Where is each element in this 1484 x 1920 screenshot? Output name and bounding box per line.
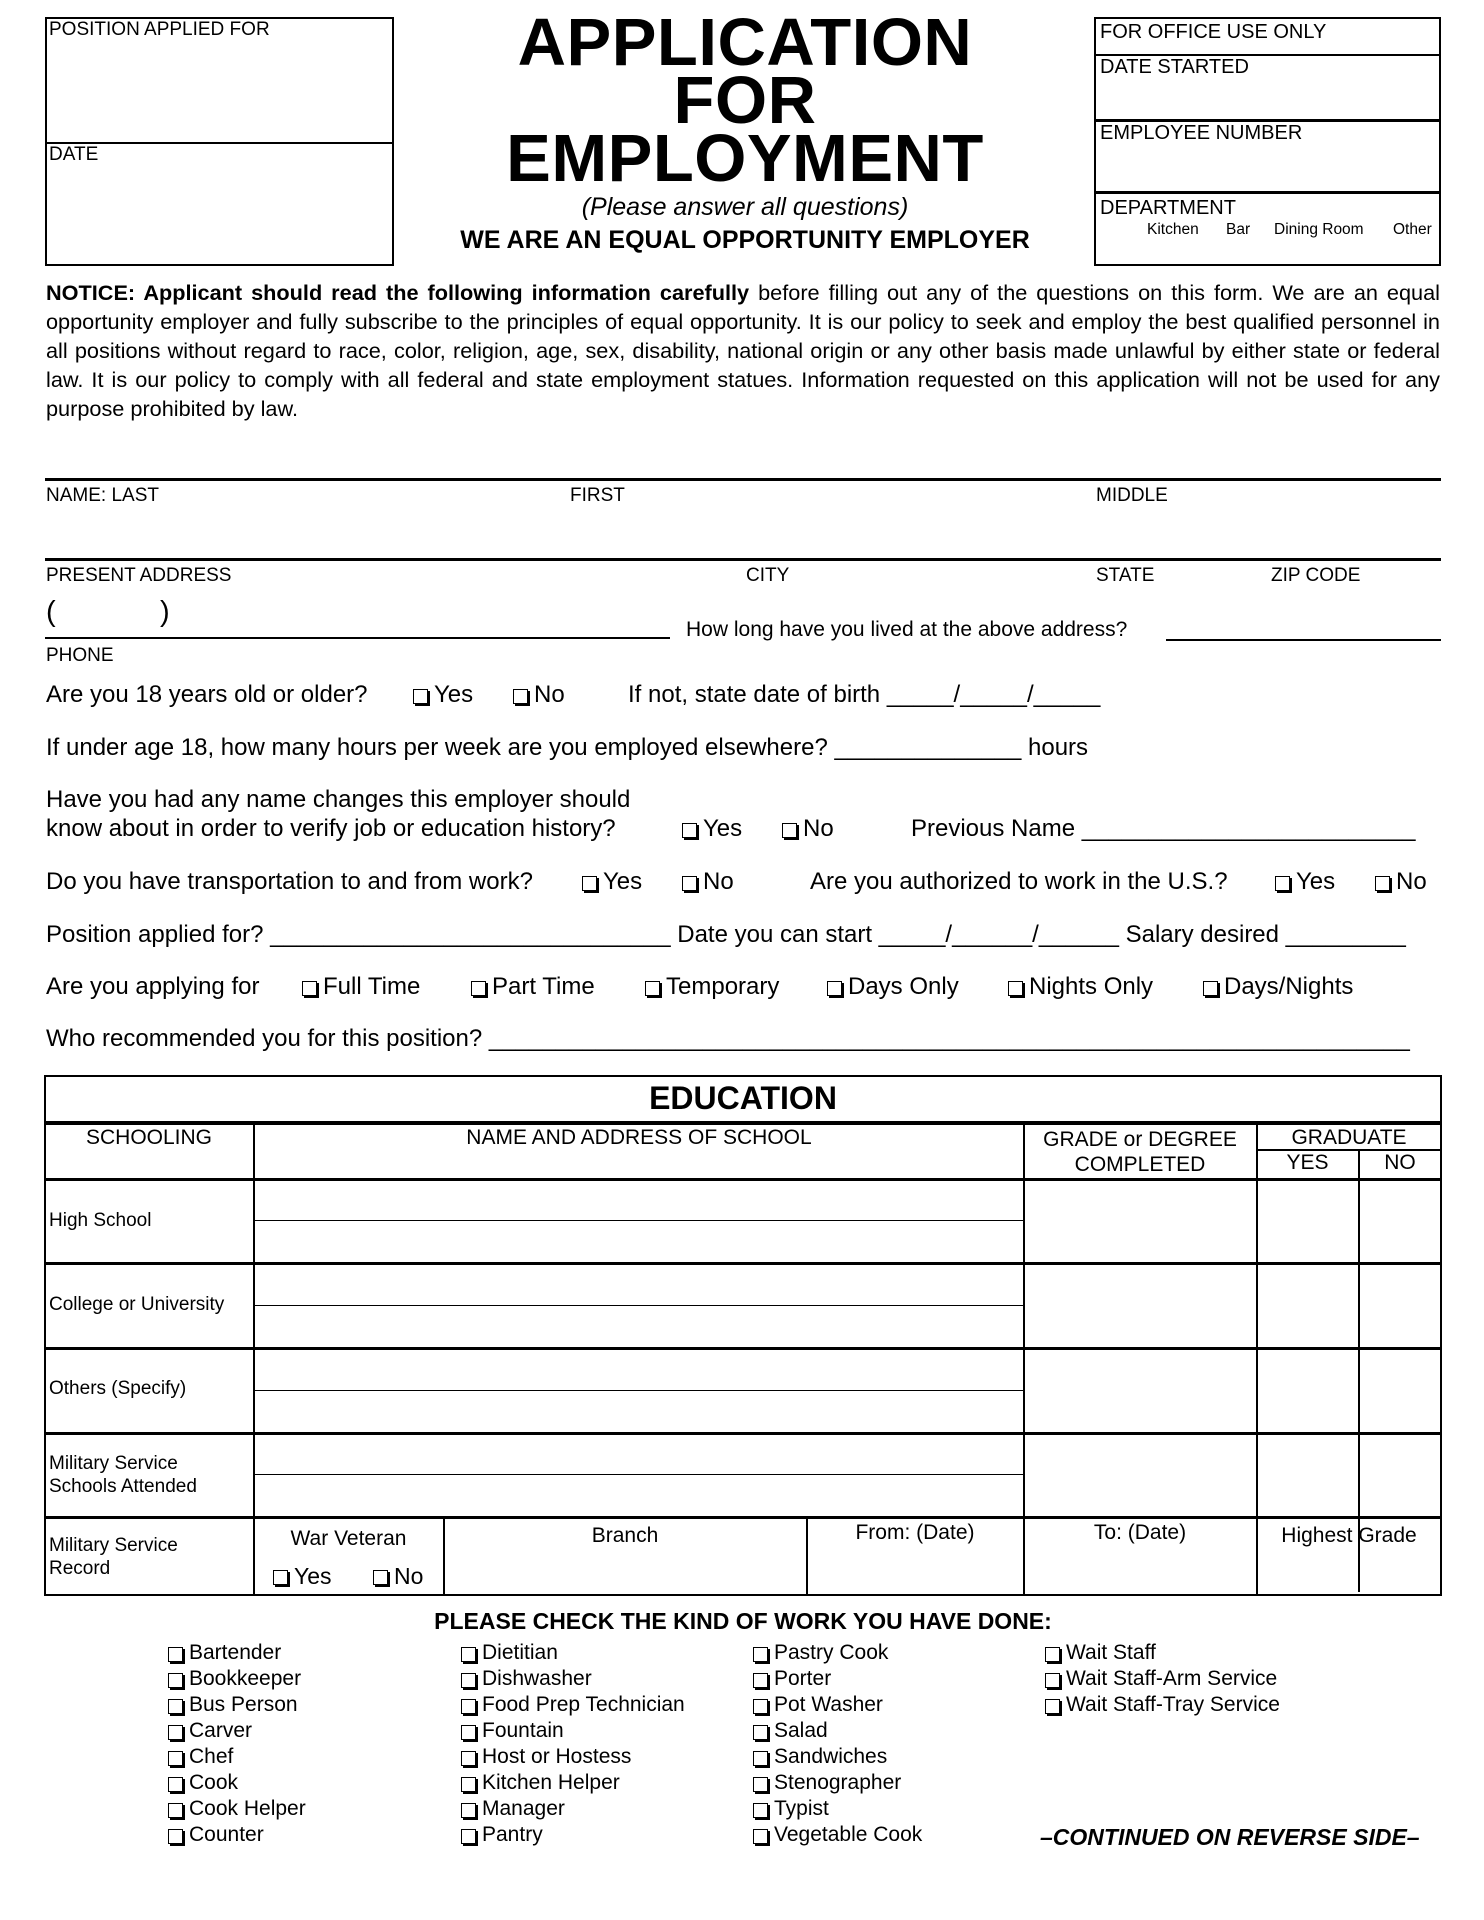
dept-dining-room[interactable]: Dining Room (1274, 221, 1364, 238)
work-option[interactable] (168, 1822, 306, 1848)
applying-days-nights[interactable] (1203, 973, 1353, 1001)
work-option[interactable] (461, 1770, 685, 1796)
dob-field[interactable]: If not, state date of birth _____/_____/_____ (628, 681, 1101, 708)
work-option-checkbox[interactable] (168, 1725, 183, 1740)
work-option-label: Manager (482, 1797, 565, 1820)
name-change-yes[interactable] (682, 815, 742, 843)
work-option-checkbox[interactable] (753, 1803, 768, 1818)
work-option[interactable] (461, 1666, 685, 1692)
work-option-checkbox[interactable] (753, 1699, 768, 1714)
work-option-checkbox[interactable] (753, 1829, 768, 1844)
work-option-checkbox[interactable] (753, 1673, 768, 1688)
authorized-yes-label: Yes (1296, 868, 1336, 895)
state-label: STATE (1096, 565, 1155, 586)
dept-other[interactable]: Other (1393, 221, 1432, 238)
applying-full-time[interactable] (302, 973, 420, 1001)
work-option-label: Stenographer (774, 1771, 902, 1794)
continued-note: –CONTINUED ON REVERSE SIDE– (1040, 1824, 1420, 1850)
temporary-checkbox[interactable] (645, 981, 660, 996)
work-option[interactable] (753, 1718, 922, 1744)
work-option[interactable] (753, 1640, 922, 1666)
phone-paren-close: ) (160, 596, 170, 628)
work-option-label: Counter (189, 1823, 264, 1846)
authorized-question: Are you authorized to work in the U.S.? (810, 868, 1228, 895)
transport-no-checkbox[interactable] (682, 876, 697, 891)
war-veteran-no-label: No (394, 1563, 424, 1589)
war-veteran-yes-label: Yes (294, 1563, 332, 1589)
address-line (45, 558, 1441, 561)
nights-only-checkbox[interactable] (1008, 981, 1023, 996)
work-option-checkbox[interactable] (461, 1647, 476, 1662)
zip-label: ZIP CODE (1271, 565, 1361, 586)
work-option-label: Bartender (189, 1641, 282, 1664)
age-yes-checkbox[interactable] (413, 689, 428, 704)
work-option-label: Food Prep Technician (482, 1693, 685, 1716)
row-high-school: High School (49, 1210, 152, 1231)
work-option[interactable] (461, 1692, 685, 1718)
date-label: DATE (49, 144, 99, 165)
work-option[interactable] (753, 1744, 922, 1770)
name-line (45, 478, 1441, 481)
row-military-schools: Military Service Schools Attended (49, 1453, 197, 1497)
title-line-3: EMPLOYMENT (506, 121, 984, 196)
name-change-no-label: No (803, 815, 834, 842)
name-change-line1: Have you had any name changes this employer should (46, 786, 631, 813)
work-option-checkbox[interactable] (1045, 1673, 1060, 1688)
work-option[interactable] (168, 1770, 306, 1796)
previous-name-field[interactable]: Previous Name _________________________ (911, 815, 1416, 842)
name-input[interactable] (45, 510, 1441, 555)
applying-for-label: Are you applying for (46, 973, 260, 1000)
age-yes-label: Yes (434, 681, 474, 708)
work-option-checkbox[interactable] (461, 1829, 476, 1844)
applying-nights-only[interactable] (1008, 973, 1153, 1001)
row-others: Others (Specify) (49, 1378, 187, 1399)
others-name-input[interactable] (256, 1350, 1022, 1430)
work-option-label: Cook Helper (189, 1797, 306, 1820)
col-yes: YES (1286, 1151, 1329, 1174)
date-field[interactable] (49, 168, 389, 262)
work-option[interactable] (168, 1744, 306, 1770)
days-only-checkbox[interactable] (827, 981, 842, 996)
work-option[interactable] (753, 1692, 922, 1718)
work-option[interactable] (461, 1640, 685, 1666)
age-no-label: No (534, 681, 565, 708)
education-heading: EDUCATION (649, 1080, 837, 1116)
war-veteran-yes[interactable] (273, 1563, 332, 1590)
applying-part-time[interactable] (471, 973, 595, 1001)
full-time-label: Full Time (323, 973, 421, 1000)
name-change-no[interactable] (782, 815, 834, 843)
age-question (46, 681, 368, 709)
col-grade-line2: COMPLETED (1074, 1153, 1206, 1176)
work-option-checkbox[interactable] (461, 1777, 476, 1792)
work-option[interactable] (168, 1692, 306, 1718)
age-no[interactable] (513, 681, 565, 709)
work-option[interactable] (461, 1744, 685, 1770)
name-first-label: FIRST (570, 485, 625, 506)
war-veteran-no[interactable] (373, 1563, 423, 1590)
transport-yes-checkbox[interactable] (582, 876, 597, 891)
work-option-checkbox[interactable] (461, 1751, 476, 1766)
work-column-3 (753, 1640, 922, 1848)
work-option-checkbox[interactable] (168, 1829, 183, 1844)
name-change-line2: know about in order to verify job or education history? (46, 815, 616, 842)
work-option-checkbox[interactable] (461, 1725, 476, 1740)
col-schooling: SCHOOLING (85, 1126, 213, 1149)
temporary-label: Temporary (666, 973, 780, 1000)
full-time-checkbox[interactable] (302, 981, 317, 996)
name-change-no-checkbox[interactable] (782, 823, 797, 838)
work-option-label: Vegetable Cook (774, 1823, 923, 1846)
to-date-label: To: (Date) (1093, 1521, 1187, 1544)
work-option[interactable] (753, 1822, 922, 1848)
military-schools-input[interactable] (256, 1435, 1022, 1515)
name-change-yes-label: Yes (703, 815, 743, 842)
work-option[interactable] (461, 1796, 685, 1822)
work-option-checkbox[interactable] (461, 1803, 476, 1818)
work-option[interactable] (461, 1822, 685, 1848)
row-college: College or University (49, 1294, 225, 1315)
transport-no[interactable] (682, 868, 734, 896)
transport-yes-label: Yes (603, 868, 643, 895)
work-option[interactable] (168, 1666, 306, 1692)
work-option-checkbox[interactable] (461, 1699, 476, 1714)
work-option-checkbox[interactable] (168, 1803, 183, 1818)
work-option[interactable] (168, 1796, 306, 1822)
recommended-field[interactable]: Who recommended you for this position? _____________________________________________________________________ (46, 1025, 1410, 1052)
work-option-label: Typist (774, 1797, 829, 1820)
work-option-checkbox[interactable] (1045, 1647, 1060, 1662)
age-no-checkbox[interactable] (513, 689, 528, 704)
work-option-label: Salad (774, 1719, 828, 1742)
address-label: PRESENT ADDRESS (46, 565, 232, 586)
name-last-label: NAME: LAST (46, 485, 159, 506)
title-line-1: APPLICATION (517, 5, 973, 80)
office-use-heading: FOR OFFICE USE ONLY (1100, 21, 1327, 43)
work-option-checkbox[interactable] (168, 1699, 183, 1714)
dept-kitchen[interactable]: Kitchen (1147, 221, 1199, 238)
authorized-no[interactable] (1375, 868, 1427, 896)
work-heading: PLEASE CHECK THE KIND OF WORK YOU HAVE DONE: (434, 1608, 1052, 1634)
work-option-label: Pot Washer (774, 1693, 883, 1716)
work-option-checkbox[interactable] (753, 1777, 768, 1792)
work-option-checkbox[interactable] (461, 1673, 476, 1688)
days-nights-label: Days/Nights (1224, 973, 1354, 1000)
work-option-label: Wait Staff (1066, 1641, 1156, 1664)
work-option[interactable] (168, 1640, 306, 1666)
part-time-checkbox[interactable] (471, 981, 486, 996)
work-option-label: Porter (774, 1667, 832, 1690)
notice-text: before filling out any of the questions on this form. We are an equal opportunity employer and fully subscribe to the principles of equal opportunity. It is our policy to seek and employ the best qualified personnel in all positions without regard to race, color, religion, age, sex, disability, national origin or any other basis made unlawful by either state or federal law. It is our policy to comply with all federal and state employment statues. Information requested on this application will not be used for any purpose prohibited by law. (46, 280, 1440, 421)
eeo-statement: WE ARE AN EQUAL OPPORTUNITY EMPLOYER (460, 226, 1030, 254)
transport-yes[interactable] (582, 868, 642, 896)
age-question-text: Are you 18 years old or older? (46, 681, 368, 708)
work-option-checkbox[interactable] (753, 1725, 768, 1740)
col-grade-line1: GRADE or DEGREE (1043, 1128, 1237, 1151)
work-column-2 (461, 1640, 685, 1848)
work-option-label: Kitchen Helper (482, 1771, 620, 1794)
applying-temporary[interactable] (645, 973, 779, 1001)
high-school-name-input[interactable] (256, 1181, 1022, 1261)
work-option-label: Bus Person (189, 1693, 298, 1716)
notice-paragraph (46, 278, 1440, 423)
dept-bar[interactable]: Bar (1226, 221, 1251, 238)
subtitle: (Please answer all questions) (581, 193, 909, 221)
authorized-yes-checkbox[interactable] (1275, 876, 1290, 891)
how-long-line[interactable] (1166, 639, 1441, 641)
position-applied-field[interactable] (49, 44, 389, 136)
work-option[interactable] (753, 1796, 922, 1822)
work-option-label: Fountain (482, 1719, 564, 1742)
work-option-checkbox[interactable] (168, 1777, 183, 1792)
department-label: DEPARTMENT (1100, 197, 1236, 219)
work-option[interactable] (1045, 1692, 1280, 1718)
work-option[interactable] (753, 1770, 922, 1796)
work-option-checkbox[interactable] (168, 1647, 183, 1662)
days-only-label: Days Only (848, 973, 959, 1000)
col-graduate: GRADUATE (1291, 1126, 1407, 1149)
col-no: NO (1384, 1151, 1416, 1174)
work-option[interactable] (1045, 1666, 1280, 1692)
notice-bold: NOTICE: Applicant should read the following information carefully (46, 280, 750, 305)
work-option-checkbox[interactable] (753, 1647, 768, 1662)
part-time-label: Part Time (492, 973, 595, 1000)
phone-label: PHONE (46, 645, 114, 666)
work-option-label: Bookkeeper (189, 1667, 302, 1690)
work-option[interactable] (461, 1718, 685, 1744)
employee-number-label: EMPLOYEE NUMBER (1100, 122, 1303, 144)
phone-paren-open: ( (46, 596, 56, 628)
date-started-label: DATE STARTED (1100, 56, 1249, 78)
war-veteran-yes-checkbox[interactable] (273, 1570, 288, 1585)
work-option-label: Dishwasher (482, 1667, 592, 1690)
work-option-label: Dietitian (482, 1641, 558, 1664)
work-column-4 (1045, 1640, 1280, 1718)
work-option[interactable] (753, 1666, 922, 1692)
transport-no-label: No (703, 868, 734, 895)
transport-question: Do you have transportation to and from work? (46, 868, 533, 895)
work-option-label: Host or Hostess (482, 1745, 632, 1768)
position-applied-label: POSITION APPLIED FOR (49, 19, 270, 40)
city-label: CITY (746, 565, 790, 586)
phone-line[interactable] (45, 637, 670, 639)
work-option-checkbox[interactable] (168, 1673, 183, 1688)
highest-grade-label: Highest Grade (1281, 1524, 1417, 1547)
branch-label: Branch (591, 1524, 659, 1547)
title-line-2: FOR (673, 63, 817, 138)
row-military-record: Military Service Record (49, 1535, 178, 1579)
work-option-checkbox[interactable] (1045, 1699, 1060, 1714)
authorized-yes[interactable] (1275, 868, 1335, 896)
work-option-label: Wait Staff-Arm Service (1066, 1667, 1278, 1690)
work-option-label: Carver (189, 1719, 253, 1742)
form-title (445, 5, 1045, 196)
work-option-label: Cook (189, 1771, 239, 1794)
nights-only-label: Nights Only (1029, 973, 1154, 1000)
college-name-input[interactable] (256, 1265, 1022, 1345)
authorized-no-checkbox[interactable] (1375, 876, 1390, 891)
age-yes[interactable] (413, 681, 473, 709)
under18-question[interactable]: If under age 18, how many hours per week are you employed elsewhere? ______________ hours (46, 734, 1089, 761)
war-veteran-no-checkbox[interactable] (373, 1570, 388, 1585)
days-nights-checkbox[interactable] (1203, 981, 1218, 996)
work-option-checkbox[interactable] (753, 1751, 768, 1766)
name-middle-label: MIDDLE (1096, 485, 1168, 506)
name-change-yes-checkbox[interactable] (682, 823, 697, 838)
work-option-label: Pastry Cook (774, 1641, 889, 1664)
work-option-label: Sandwiches (774, 1745, 888, 1768)
from-date-label: From: (Date) (855, 1521, 975, 1544)
work-option[interactable] (1045, 1640, 1280, 1666)
how-long-label: How long have you lived at the above address? (686, 618, 1128, 641)
work-option[interactable] (168, 1718, 306, 1744)
war-veteran-label: War Veteran (290, 1527, 407, 1550)
work-option-label: Wait Staff-Tray Service (1066, 1693, 1280, 1716)
applying-days-only[interactable] (827, 973, 959, 1001)
position-start-salary[interactable]: Position applied for? ______________________________ Date you can start _____/______/______ Salary desired _________ (46, 921, 1406, 948)
authorized-no-label: No (1396, 868, 1427, 895)
work-column-1 (168, 1640, 306, 1848)
col-grade (1024, 1127, 1256, 1177)
work-option-label: Chef (189, 1745, 234, 1768)
col-school-name: NAME AND ADDRESS OF SCHOOL (466, 1126, 812, 1149)
work-option-checkbox[interactable] (168, 1751, 183, 1766)
work-option-label: Pantry (482, 1823, 543, 1846)
